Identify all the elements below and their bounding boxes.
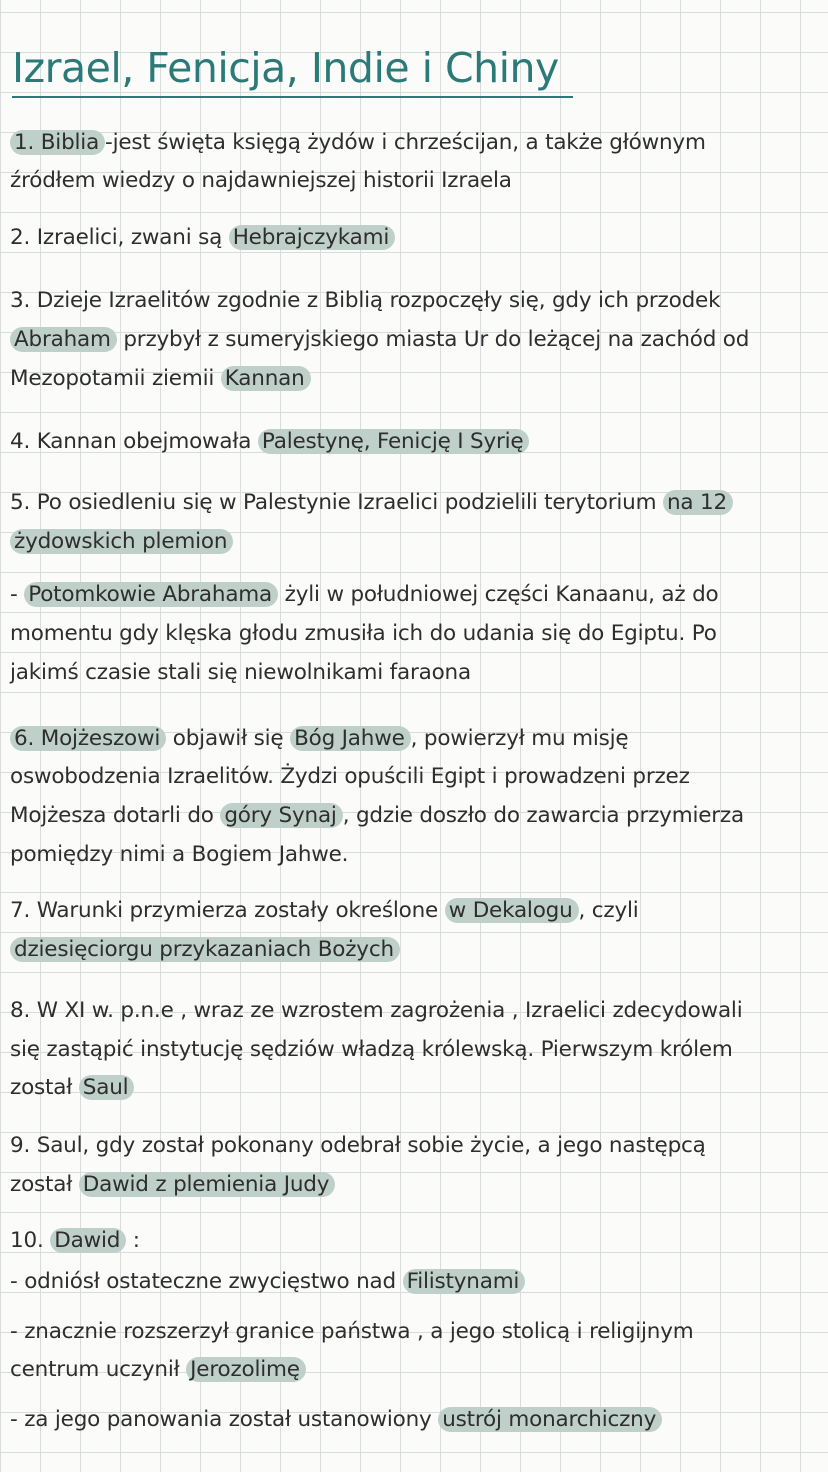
note-line: Mojżesza dotarli do góry Synaj , gdzie doszło do zawarcia przymierza [10,803,744,828]
highlight: ustrój monarchiczny [438,1407,662,1432]
note-line: Mezopotamii ziemii Kannan [10,364,822,394]
note-line: został Dawid z plemienia Judy [10,1170,822,1200]
note-line: - za jego panowania został ustanowiony ustrój monarchiczny [10,1405,822,1435]
highlight: Potomkowie Abrahama [24,582,278,607]
note-line: 5. Po osiedleniu się w Palestynie Izraelici podzielili terytorium na 12 [10,488,822,518]
highlight: Jerozolimę [186,1357,306,1382]
note-line: został Saul [10,1073,822,1103]
highlight: Filistynami [403,1269,526,1294]
note-line: 3. Dzieje Izraelitów zgodnie z Biblią rozpoczęły się, gdy ich przodek [10,288,721,313]
highlight: dziesięciorgu przykazaniach Bożych [10,937,400,962]
note-line: jakimś czasie stali się niewolnikami faraona [10,660,471,685]
note-line: 10. Dawid : [10,1228,140,1253]
highlight: żydowskich plemion [10,529,233,554]
page-title: Izrael, Fenicja, Indie i Chiny [12,40,573,98]
note-line: - odniósł ostateczne zwycięstwo nad Filistynami [10,1267,822,1297]
note-line: 9. Saul, gdy został pokonany odebrał sobie życie, a jego następcą [10,1133,706,1158]
note-line: centrum uczynił Jerozolimę [10,1355,822,1385]
highlight: Hebrajczykami [229,225,395,250]
note-line: 7. Warunki przymierza zostały określone w Dekalogu , czyli [10,898,639,923]
note-line: się zastąpić instytucję sędziów władzą królewską. Pierwszym królem [10,1037,733,1062]
note-line: oswobodzenia Izraelitów. Żydzi opuścili Egipt i prowadzeni przez [10,764,690,789]
highlight: Palestynę, Fenicję I Syrię [258,429,530,454]
note-line: 1. Biblia -jest święta księgą żydów i chrześcijan, a także głównym [10,128,822,158]
highlight: Abraham [10,327,117,352]
highlight: Dawid z plemienia Judy [79,1172,335,1197]
highlight: Bóg Jahwe [290,726,411,751]
highlight: 1. Biblia [10,130,105,155]
note-line: - znacznie rozszerzył granice państwa , a jego stolicą i religijnym [10,1319,694,1344]
note-line: 6. Mojżeszowi objawił się Bóg Jahwe , powierzył mu misję [10,724,822,754]
highlight: Dawid [50,1228,126,1253]
note-line: 4. Kannan obejmowała Palestynę, Fenicję I Syrię [10,427,822,457]
note-line: 2. Izraelici, zwani są Hebrajczykami [10,223,822,253]
note-line: 8. W XI w. p.n.e , wraz ze wzrostem zagrożenia , Izraelici zdecydowali [10,998,743,1023]
highlight: góry Synaj [220,803,342,828]
highlight: w Dekalogu [445,898,579,923]
highlight: na 12 [663,490,733,515]
note-line [10,935,822,965]
note-line: Abraham przybył z sumeryjskiego miasta Ur do leżącej na zachód od [10,325,822,355]
highlight: Saul [79,1075,135,1100]
highlight: 6. Mojżeszowi [10,726,166,751]
note-line: źródłem wiedzy o najdawniejszej historii Izraela [10,168,512,193]
highlight: Kannan [221,366,311,391]
note-line [10,527,822,557]
note-line: pomiędzy nimi a Bogiem Jahwe. [10,842,349,867]
note-line: momentu gdy klęska głodu zmusiła ich do udania się do Egiptu. Po [10,621,717,646]
note-line: - Potomkowie Abrahama żyli w południowej części Kanaanu, aż do [10,582,719,607]
